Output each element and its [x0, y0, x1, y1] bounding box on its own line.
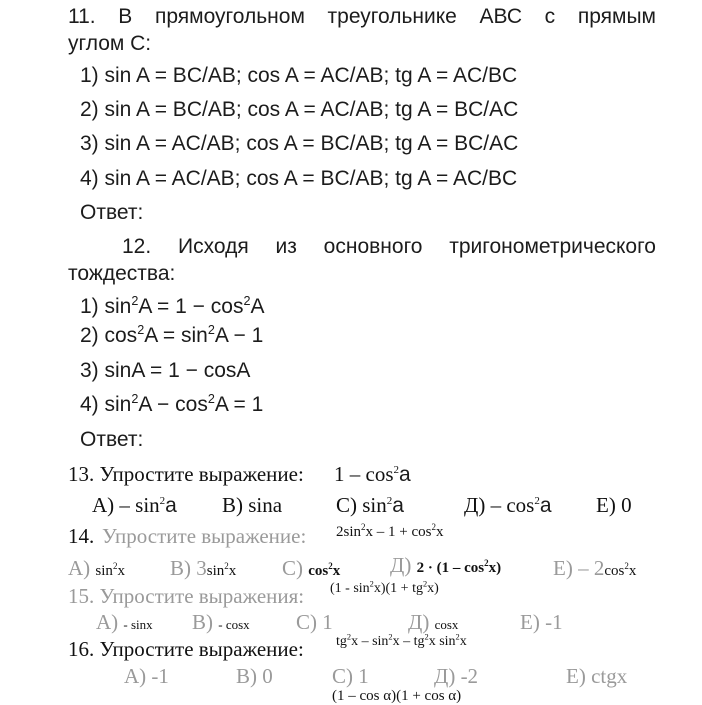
q11-option-4: 4) sin A = AC/AB; cos A = BC/AB; tg A = AC/BC	[80, 167, 518, 190]
q15-option-d: Д) cosx	[408, 610, 459, 634]
q16-option-b: В) 0	[236, 664, 273, 688]
q16-option-a: А) -1	[124, 664, 169, 688]
q14-option-e: $Е) - 2\cos^2x$	[553, 556, 637, 580]
q14-expression: $2\sin^2x - 1 + \cos^2x$	[336, 522, 444, 540]
q15-prompt: 15. Упростите выражения:	[68, 584, 305, 608]
q15-option-b: В) - cosx	[192, 610, 250, 634]
q14-option-a: А) $\sin^2x$	[68, 556, 125, 580]
q14-option-b: В) $3\sin^2x$	[170, 556, 237, 580]
q15-expression: $(1 - \sin^2x)(1 + tg^2x)$	[330, 579, 439, 596]
q14-number: 14.	[68, 524, 95, 548]
q13-option-a: $А) - \sin^2a$	[92, 493, 177, 517]
q12-option-4: 4) $\sin^2A - \cos^2A = 1$	[80, 392, 264, 416]
q11-line2: углом С:	[68, 32, 152, 55]
q13-option-d: $Д) - \cos^2a$	[464, 493, 552, 517]
q13-prompt: 13. Упростите выражение:	[68, 462, 304, 486]
q12-answer-label: Ответ:	[80, 428, 144, 451]
q11-option-2: 2) sin A = BC/AB; cos A = AC/AB; tg A = BC/AC	[80, 98, 519, 121]
q16-option-d: Д) -2	[434, 664, 479, 688]
q11-option-1: 1) sin A = BC/AB; cos A = AC/AB; tg A = AC/BC	[80, 64, 518, 87]
q12-line2: тождества:	[68, 262, 176, 285]
q13-option-b: В) sina	[222, 493, 283, 517]
next-expression-partial: (1 – cos α)(1 + cos α)	[332, 688, 462, 704]
q12-option-1: 1) $\sin^2A = 1 - \cos^2A$	[80, 294, 265, 318]
q14-option-d: Д) $2 \cdot (1 - \cos^2x)$	[390, 553, 502, 577]
q12-line1	[122, 235, 656, 259]
q12-option-2: 2) $\cos^2A = \sin^2A - 1$	[80, 323, 264, 347]
q13-expression: $1 - \cos^2a$	[334, 462, 411, 486]
q16-expression: $tg^2x - \sin^2x - tg^2x$ $\sin^2x$	[336, 632, 467, 649]
q16-prompt: 16. Упростите выражение:	[68, 637, 304, 661]
q11-answer-label: Ответ:	[80, 201, 144, 224]
q14-option-c: С) $\cos^2x$	[282, 556, 341, 580]
q15-option-c: С) 1	[296, 610, 333, 634]
q14-prompt: Упростите выражение:	[102, 524, 307, 548]
q15-option-a: А) - sinx	[96, 610, 153, 634]
q12-line1-text: 12. Исходя из основного тригонометрического	[122, 235, 656, 258]
q15-option-e: Е) -1	[520, 610, 563, 634]
q13-option-e: Е) 0	[596, 493, 632, 517]
q16-option-c: С) 1	[332, 664, 369, 688]
q11-line1: 11. В прямоугольном треугольнике АВС с прямым	[68, 5, 656, 28]
q11-option-3: 3) sin A = AC/AB; cos A = BC/AB; tg A = BC/AC	[80, 132, 519, 155]
q16-option-e: Е) ctgx	[566, 664, 628, 688]
q12-option-3: 3) sinA = 1 − cosA	[80, 359, 251, 382]
q13-option-c: С) $\sin^2a$	[336, 493, 404, 517]
